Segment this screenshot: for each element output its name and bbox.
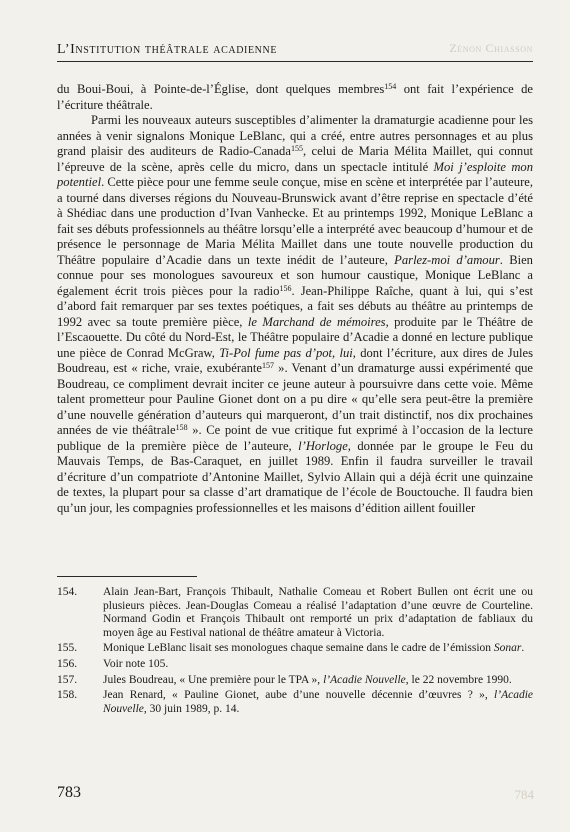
text-run: . bbox=[521, 642, 525, 655]
footnote-156 bbox=[57, 658, 533, 672]
footnote-number: 157. bbox=[57, 673, 78, 686]
text-run: . Cette pièce pour une femme seule conçue, mise en scène et interprétée par l’auteure, a tourné dans diverses régions du Nouveau-Brunswick avant d’être reprise en spectacle d’été à Shédiac dans une production d’Ivan Vanhecke. Et au printemps 1992, Monique LeBlanc a fait ses débuts professionnels au théâtre lorsqu’elle a interprété avec beaucoup d’humour et de présence le personnage de Maria Mélita Maillet dans une toute nouvelle production du Théâtre populaire d’Acadie dans un texte inédit de l’auteure, bbox=[57, 175, 533, 267]
work-title: Parlez-moi d’amour bbox=[394, 252, 500, 267]
text-run: . Bien connue pour ses monologues savoureux et son humour caustique, Monique LeBlanc a également écrit trois pièces pour la radio bbox=[57, 252, 533, 298]
footnote-158 bbox=[57, 689, 533, 716]
text-run: ». Venant d’un dramaturge aussi expérimenté que Boudreau, ce compliment devrait inciter ce jeune auteur à poursuivre dans cette voie. Même talent prometteur pour Pauline Gionet dont on a pu dire « qu’elle sera peut-être la première d’une nouvelle génération d’auteurs qui marqueront, d’un trait distinctif, nos dix prochaines années de vie théâtrale bbox=[57, 361, 533, 437]
footnote-text bbox=[103, 642, 533, 656]
text-run: , celui de Maria Mélita Maillet, qui connut l’épreuve de la scène, après celle du micro, dans un spectacle intitulé bbox=[57, 144, 533, 174]
footnote-157 bbox=[57, 674, 533, 688]
work-title: l’Acadie Nouvelle bbox=[103, 689, 533, 715]
footnote-separator bbox=[57, 576, 197, 577]
text-run: , donnée par le groupe le Feu du Mauvais Temps, de Bas-Caraquet, en juillet 1989. Enfin il faudra surveiller le travail d’écriture d’un compatriote d’Antonine Maillet, Sylvio Allain qui a déjà écrit une quinzaine de textes, la plupart pour sa classe d’art dramatique de l’école de Bouctouche. Il faudra bien qu’un jour, les compagnies professionnelles et les maisons d’édition aillent fouiller bbox=[57, 438, 533, 515]
footnote-text: Voir note 105. bbox=[103, 657, 169, 670]
footnote-text bbox=[103, 689, 533, 716]
footnote-text: Alain Jean-Bart, François Thibault, Nathalie Comeau et Robert Bullen ont écrit une ou plusieurs pièces. Jean-Douglas Comeau a réalisé l’adaptation d’une œuvre de Courteline. Normand Godin et François Thibault ont remporté un prix d’adaptation de fabliaux du moyen âge au Festival national de théâtre amateur à Victoria. bbox=[103, 586, 533, 639]
text-run: ont fait l’expérience de l’écriture théâtrale. bbox=[57, 82, 533, 112]
work-title: Ti-Pol fume pas d’pot, lui bbox=[219, 345, 353, 360]
footnote-ref-157: 157 bbox=[262, 361, 274, 370]
work-title: le Marchand de mémoires bbox=[247, 314, 386, 329]
text-run: Parmi les nouveaux auteurs susceptibles d’alimenter la dramaturgie acadienne pour les années à venir signalons Monique LeBlanc, qui a créé, entre autres personnages et au plus grand plaisir des auditeurs de Radio-Canada bbox=[57, 113, 533, 158]
text-run: du Boui-Boui, à Pointe-de-l’Église, dont quelques membres bbox=[57, 82, 385, 96]
work-title: Moi j’esploite mon potentiel bbox=[57, 159, 534, 189]
bleed-through-header: Zénon Chiasson bbox=[449, 41, 533, 55]
text-run: Jules Boudreau, « Une première pour le TPA », bbox=[103, 673, 324, 686]
text-run: , 30 juin 1989, p. 14. bbox=[143, 702, 240, 715]
footnote-ref-156: 156 bbox=[279, 283, 292, 293]
paragraph-new-authors bbox=[57, 113, 533, 516]
footnote-number: 156. bbox=[57, 657, 78, 670]
text-run: Monique LeBlanc lisait ses monologues chaque semaine dans le cadre de l’émission bbox=[103, 642, 494, 655]
footnote-ref-154: 154 bbox=[384, 82, 397, 91]
footnote-text bbox=[103, 674, 533, 688]
main-text bbox=[57, 82, 533, 516]
text-run: . Jean-Philippe Raîche, quant à lui, qui s’est d’abord fait remarquer par ses textes poétiques, a fait ses débuts au théâtre au printemps de 1992 avec sa toute première pièce, bbox=[57, 283, 533, 329]
text-run: , le 22 novembre 1990. bbox=[405, 673, 512, 686]
footnote-number: 155. bbox=[57, 642, 78, 655]
running-header bbox=[57, 40, 533, 62]
text-run: , produite par le Théâtre de l’Escaouette. Du côté du Nord-Est, le Théâtre populaire d’Acadie a donné en lecture publique une pièce de Conrad McGraw, bbox=[57, 314, 534, 360]
footnote-ref-158: 158 bbox=[175, 423, 188, 432]
work-title: Sonar bbox=[493, 642, 522, 655]
work-title: l’Acadie Nouvelle bbox=[323, 673, 406, 686]
footnotes bbox=[57, 586, 533, 718]
text-run: , dont l’écriture, aux dires de Jules Boudreau, est « riche, vraie, exubérante bbox=[57, 345, 533, 375]
page-number: 783 bbox=[57, 784, 81, 801]
text-run: ». Ce point de vue critique fut exprimé à l’occasion de la lecture publique de la première pièce de l’auteure, bbox=[57, 423, 533, 453]
work-title: l’Horloge bbox=[298, 438, 348, 453]
footnote-154 bbox=[57, 586, 533, 640]
paragraph-continued bbox=[57, 82, 533, 113]
footnote-number: 154. bbox=[57, 586, 78, 598]
footnote-number: 158. bbox=[57, 689, 78, 702]
footnote-155 bbox=[57, 642, 533, 656]
running-title: L’Institution théâtrale acadienne bbox=[57, 42, 278, 57]
footnote-ref-155: 155 bbox=[290, 144, 303, 153]
text-run: Jean Renard, « Pauline Gionet, aube d’une nouvelle décennie d’œuvres ? », bbox=[103, 689, 495, 702]
bleed-through-page-number: 784 bbox=[514, 787, 534, 802]
